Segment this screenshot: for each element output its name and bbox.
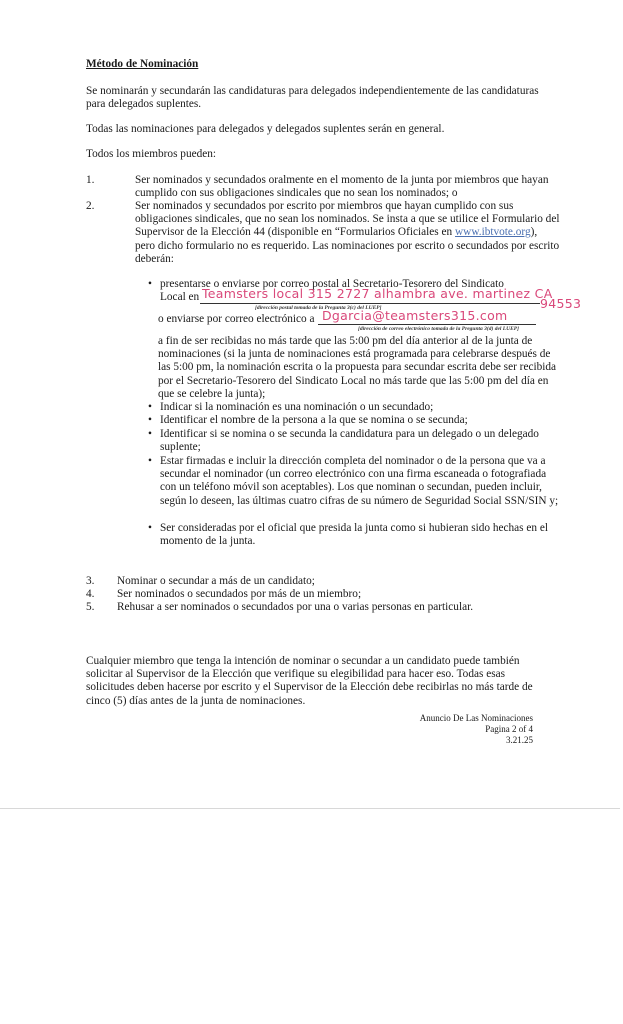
bullet-item: Ser consideradas por el oficial que presida la junta como si hubieran sido hechas en el momento de la junta.	[160, 522, 549, 548]
intro-paragraph-1: Se nominarán y secundarán las candidaturas para delegados independientemente de las candidaturas para delegados suplentes.	[86, 85, 539, 111]
item-2-text-b: ), pero dicho formulario no es requerido. Las nominaciones por escrito o secundados por escrito deberán:	[135, 226, 560, 265]
bullet-icon: •	[148, 522, 152, 534]
bullet-icon: •	[148, 401, 152, 413]
bullet-submit-line1: presentarse o enviarse por correo postal al Secretario-Tesorero del Sindicato	[160, 278, 504, 290]
bullet-icon: •	[148, 428, 152, 440]
intro-paragraph-2: Todas las nominaciones para delegados y delegados suplentes serán en general.	[86, 123, 445, 135]
email-prefix: o enviarse por correo electrónico a	[158, 313, 315, 325]
bullet-submit-rest: a fin de ser recibidas no más tarde que las 5:00 pm del día anterior al de la junta de nominaciones (si la junta de nominaciones está programada para celebrarse después de las 5:00 pm, la nominación escrita o la propuesta para secundar escrita debe ser recibida por el Secretario-Tesorero del Sindicato Local no más tarde que las 5:00 pm del día en que se celebre la junta);	[158, 335, 557, 400]
item-number: 3.	[86, 575, 95, 587]
ibtvote-link[interactable]: www.ibtvote.org	[455, 226, 531, 239]
bullet-item: Identificar el nombre de la persona a la que se nomina o se secunda;	[160, 414, 468, 426]
bullet-icon: •	[148, 278, 152, 290]
numbered-item-4: Ser nominados o secundados por más de un miembro;	[117, 588, 362, 600]
item-number: 4.	[86, 588, 95, 600]
postal-caption: [dirección postal tomada de la Pregunta 3(c) del LUEP]	[255, 305, 382, 311]
footer-date: 3.21.25	[506, 735, 533, 745]
numbered-item-3: Nominar o secundar a más de un candidato;	[117, 575, 315, 587]
intro-paragraph-3: Todos los miembros pueden:	[86, 148, 217, 160]
email-caption: [dirección de correo electrónico tomada de la Pregunta 3(d) del LUEP]	[358, 326, 519, 332]
closing-paragraph: Cualquier miembro que tenga la intención de nominar o secundar a un candidato puede también solicitar al Supervisor de la Elección que verifique su elegibilidad para hacer eso. Todas esas solicitudes deben hacerse por escrito y el Supervisor de la Elección debe recibirlas no más tarde de cinco (5) días antes de la junta de nominaciones.	[86, 655, 533, 707]
numbered-item-5: Rehusar a ser nominados o secundados por una o varias personas en particular.	[117, 601, 474, 613]
page-title: Método de Nominación	[86, 58, 199, 70]
bullet-icon: •	[148, 414, 152, 426]
numbered-item-2	[135, 200, 560, 266]
email-handwritten: Dgarcia@teamsters315.com	[322, 308, 508, 323]
bullet-icon: •	[148, 455, 152, 467]
page-divider	[0, 808, 620, 809]
item-2-text-a: Ser nominados y secundados por escrito por miembros que hayan cumplido con sus obligaciones sindicales, que no sean los nominados. Se insta a que se utilice el Formulario del Supervisor de la Elección 44 (disponible en “Formularios Oficiales en	[135, 200, 560, 239]
bullet-item: Identificar si se nomina o se secunda la candidatura para un delegado o un delegado suplente;	[160, 428, 539, 454]
footer-notice	[420, 713, 533, 746]
bullet-item: Estar firmadas e incluir la dirección completa del nominador o de la persona que va a secundar el nominador (un correo electrónico con una firma escaneada o fotografiada con un teléfono móvil son aceptables). Los que nominan o secundan, pueden incluir, según lo deseen, las últimas cuatro cifras de su número de Seguridad Social SSN/SIN y;	[160, 455, 559, 507]
item-number: 2.	[86, 200, 95, 212]
postal-address-handwritten: Teamsters local 315 2727 alhambra ave. martinez CA	[202, 286, 553, 301]
footer-title: Anuncio De Las Nominaciones	[419, 713, 533, 723]
bullet-item: Indicar si la nominación es una nominación o un secundado;	[160, 401, 434, 413]
item-number: 1.	[86, 174, 95, 186]
postal-zip-handwritten: 94553	[540, 296, 582, 311]
numbered-item-1: Ser nominados y secundados oralmente en el momento de la junta por miembros que hayan cumplido con sus obligaciones sindicales que no sean los nominados; o	[135, 174, 549, 200]
item-number: 5.	[86, 601, 95, 613]
local-en-label: Local en	[160, 291, 200, 303]
footer-page: Pagina 2 of 4	[485, 724, 533, 734]
